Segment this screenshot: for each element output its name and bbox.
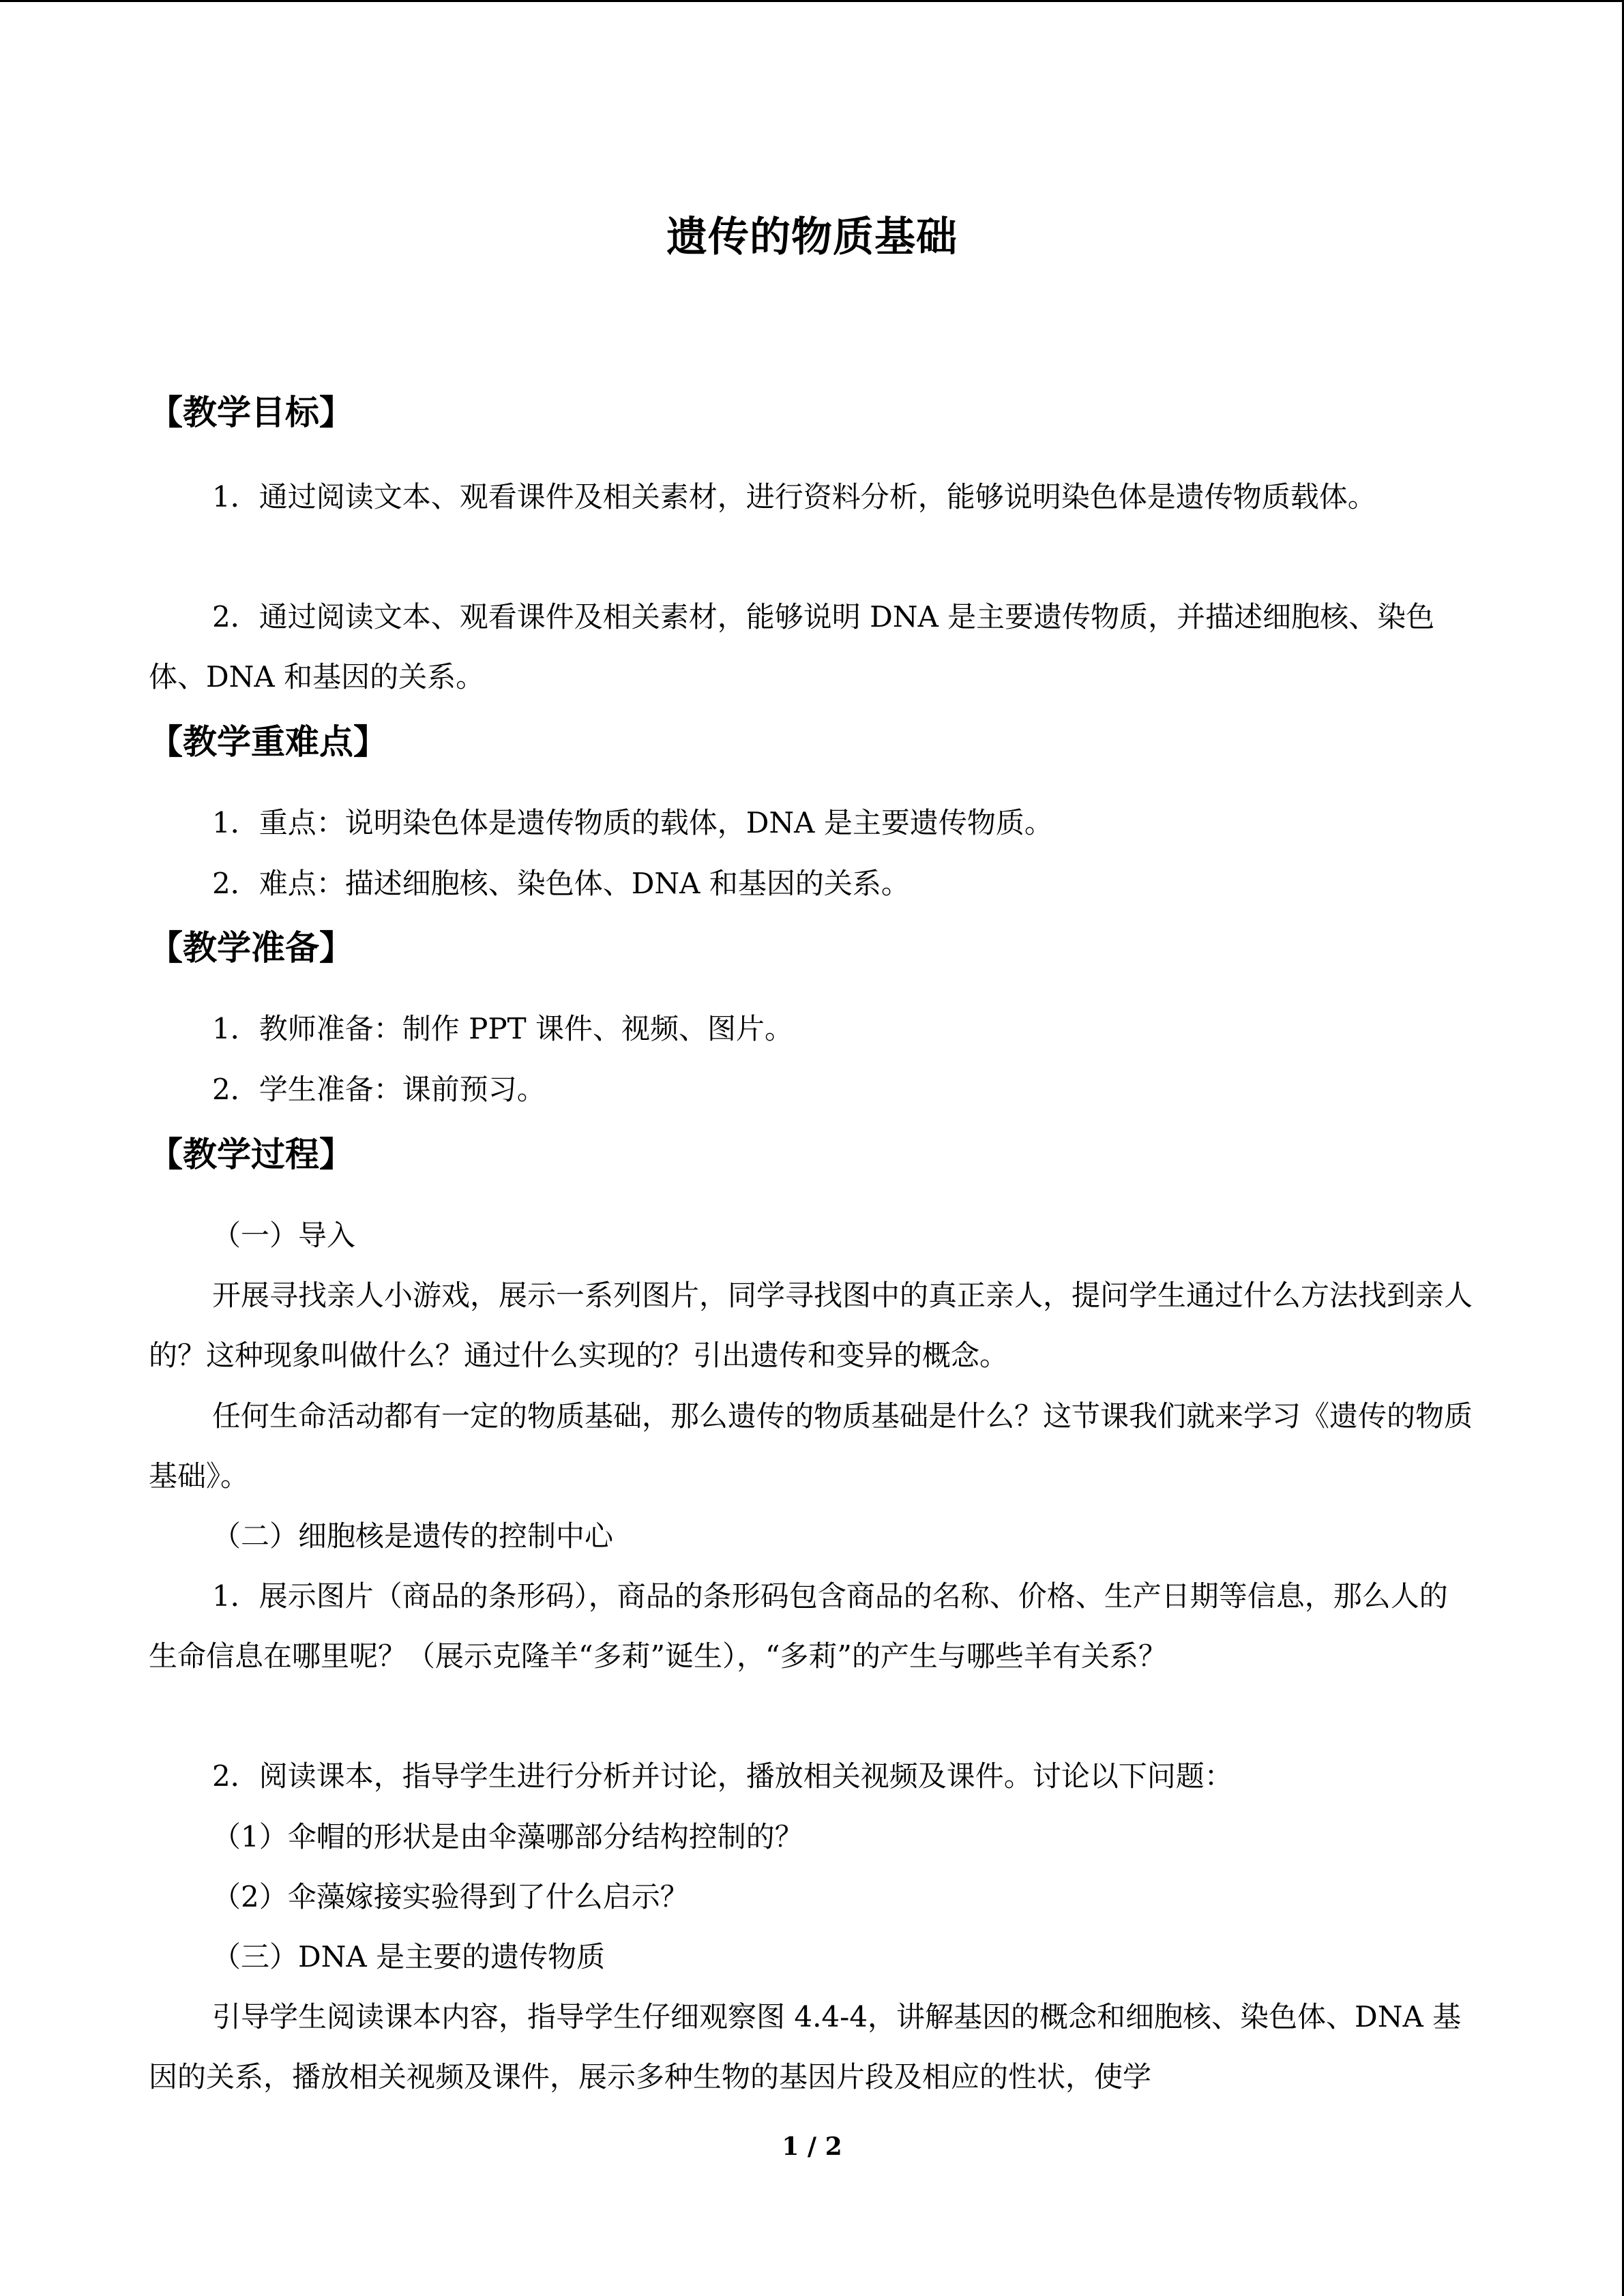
preparation-item-2: 2．学生准备：课前预习。 bbox=[212, 1073, 546, 1106]
heading-preparation: 【教学准备】 bbox=[149, 928, 353, 968]
process-part3-title: （三）DNA 是主要的遗传物质 bbox=[212, 1940, 606, 1973]
key-point-item-2: 2．难点：描述细胞核、染色体、DNA 和基因的关系。 bbox=[212, 867, 910, 900]
process-part2-paragraph-1: 1．展示图片（商品的条形码），商品的条形码包含商品的名称、价格、生产日期等信息，那么人的生命信息在哪里呢？（展示克隆羊“多莉”诞生），“多莉”的产生与哪些羊有关系？ bbox=[149, 1579, 1448, 1673]
goal-item-1: 1．通过阅读文本、观看课件及相关素材，进行资料分析，能够说明染色体是遗传物质载体。 bbox=[212, 480, 1376, 513]
preparation-item-1: 1．教师准备：制作 PPT 课件、视频、图片。 bbox=[212, 1012, 793, 1045]
process-intro-paragraph-1: 开展寻找亲人小游戏，展示一系列图片，同学寻找图中的真正亲人，提问学生通过什么方法找到亲人的？这种现象叫做什么？通过什么实现的？引出遗传和变异的概念。 bbox=[149, 1279, 1473, 1372]
heading-teaching-goals: 【教学目标】 bbox=[149, 393, 353, 432]
process-intro-title: （一）导入 bbox=[212, 1219, 356, 1252]
goal-item-2: 2．通过阅读文本、观看课件及相关素材，能够说明 DNA 是主要遗传物质，并描述细胞核、染色体、DNA 和基因的关系。 bbox=[149, 600, 1435, 694]
process-part2-question-1: （1）伞帽的形状是由伞藻哪部分结构控制的？ bbox=[212, 1820, 803, 1853]
heading-teaching-process: 【教学过程】 bbox=[149, 1135, 353, 1174]
page-number: 1 / 2 bbox=[782, 2132, 842, 2161]
heading-key-points: 【教学重难点】 bbox=[149, 722, 387, 762]
key-point-item-1: 1．重点：说明染色体是遗传物质的载体，DNA 是主要遗传物质。 bbox=[212, 806, 1053, 839]
process-part2-title: （二）细胞核是遗传的控制中心 bbox=[212, 1519, 614, 1553]
process-part2-paragraph-2: 2．阅读课本，指导学生进行分析并讨论，播放相关视频及课件。讨论以下问题： bbox=[212, 1759, 1233, 1793]
process-part3-paragraph-1: 引导学生阅读课本内容，指导学生仔细观察图 4.4-4，讲解基因的概念和细胞核、染色体、DNA 基因的关系，播放相关视频及课件，展示多种生物的基因片段及相应的性状，使学 bbox=[149, 2000, 1462, 2093]
process-intro-paragraph-2: 任何生命活动都有一定的物质基础，那么遗传的物质基础是什么？这节课我们就来学习《遗传的物质基础》。 bbox=[149, 1399, 1473, 1493]
process-part2-question-2: （2）伞藻嫁接实验得到了什么启示？ bbox=[212, 1880, 689, 1913]
document-title: 遗传的物质基础 bbox=[666, 213, 958, 261]
